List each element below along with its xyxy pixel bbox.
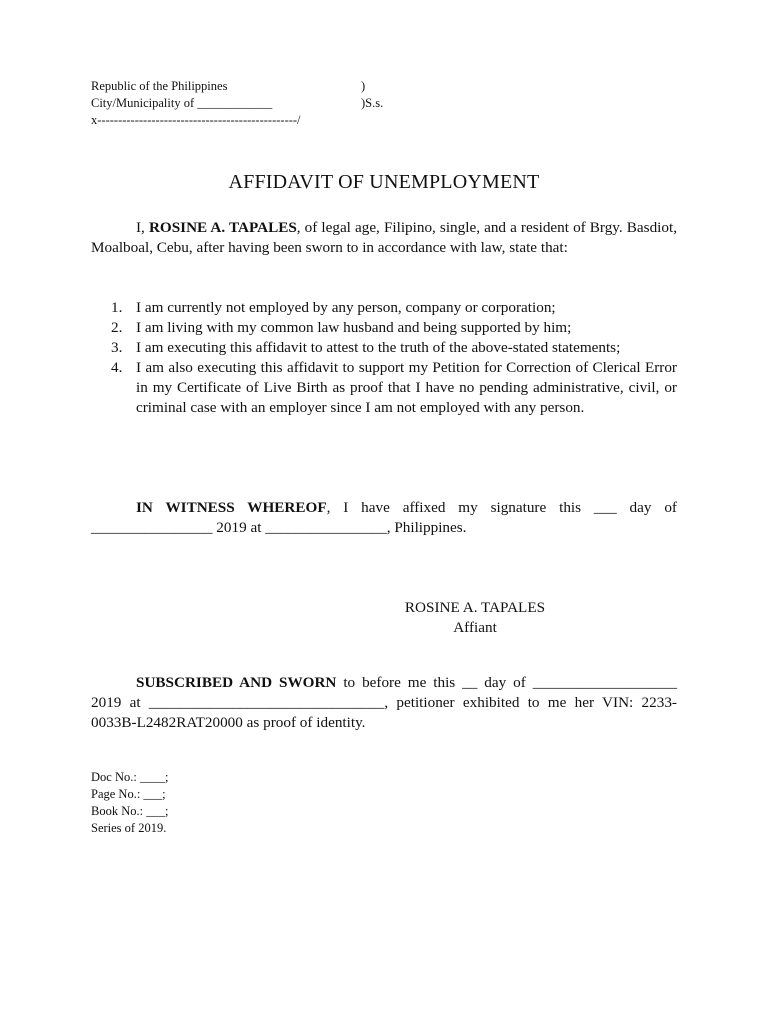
statement-item — [91, 358, 677, 418]
venue-republic-text: Republic of the Philippines — [91, 79, 228, 93]
affiant-name-bold: ROSINE A. TAPALES — [148, 219, 297, 236]
venue-city-text: City/Municipality of ____________ — [91, 96, 273, 110]
venue-line-city — [91, 95, 384, 112]
statement-text: I am currently not employed by any person, company or corporation; — [136, 299, 556, 316]
notarial-register-block — [91, 769, 168, 837]
venue-block — [91, 78, 384, 129]
witness-rest: , I have affixed my signature this ___ day of ________________ 2019 at ________________, Philippines. — [91, 499, 677, 536]
statement-number: 1. — [111, 299, 123, 316]
intro-prefix: I, — [136, 219, 149, 236]
signatory-name: ROSINE A. TAPALES — [404, 599, 546, 616]
signatory-role: Affiant — [453, 619, 497, 636]
page-number-line: Page No.: ___; — [91, 787, 166, 801]
statement-number: 2. — [111, 319, 123, 336]
jurat-rest: to before me this __ day of ___________________ 2019 at _______________________________, petitioner exhibited to me her VIN: 2233-0033B-L2482RAT20000 as proof of identity. — [91, 674, 677, 731]
witness-lead-bold: IN WITNESS WHEREOF — [136, 499, 327, 516]
venue-line-republic — [91, 78, 366, 95]
statement-item — [91, 298, 677, 318]
document-title: AFFIDAVIT OF UNEMPLOYMENT — [228, 171, 540, 193]
statement-text: I am also executing this affidavit to support my Petition for Correction of Clerical Error in my Certificate of Live Birth as proof that I have no pending administrative, civil, or criminal case with an employer since I am not employed with any person. — [136, 359, 677, 416]
statement-list — [91, 298, 677, 418]
doc-number-line: Doc No.: ____; — [91, 770, 169, 784]
witness-paragraph — [91, 498, 677, 538]
venue-ss-text: )S.s. — [361, 96, 384, 110]
statement-text: I am living with my common law husband and being supported by him; — [136, 319, 572, 336]
venue-divider-line: x------------------------------------------------/ — [91, 113, 301, 127]
book-number-line: Book No.: ___; — [91, 804, 169, 818]
series-line: Series of 2019. — [91, 821, 167, 835]
jurat-lead-bold: SUBSCRIBED AND SWORN — [136, 674, 337, 691]
statement-item — [91, 338, 677, 358]
statement-item — [91, 318, 677, 338]
venue-republic-paren: ) — [361, 79, 366, 93]
statement-text: I am executing this affidavit to attest to the truth of the above-stated statements; — [136, 339, 621, 356]
statement-number: 4. — [111, 359, 123, 376]
intro-rest: , of legal age, Filipino, single, and a resident of Brgy. Basdiot, Moalboal, Cebu, after having been sworn to in accordance with law, state that: — [91, 219, 677, 256]
signature-block — [300, 598, 650, 638]
intro-paragraph — [91, 218, 677, 258]
jurat-paragraph — [91, 673, 677, 733]
statement-number: 3. — [111, 339, 123, 356]
